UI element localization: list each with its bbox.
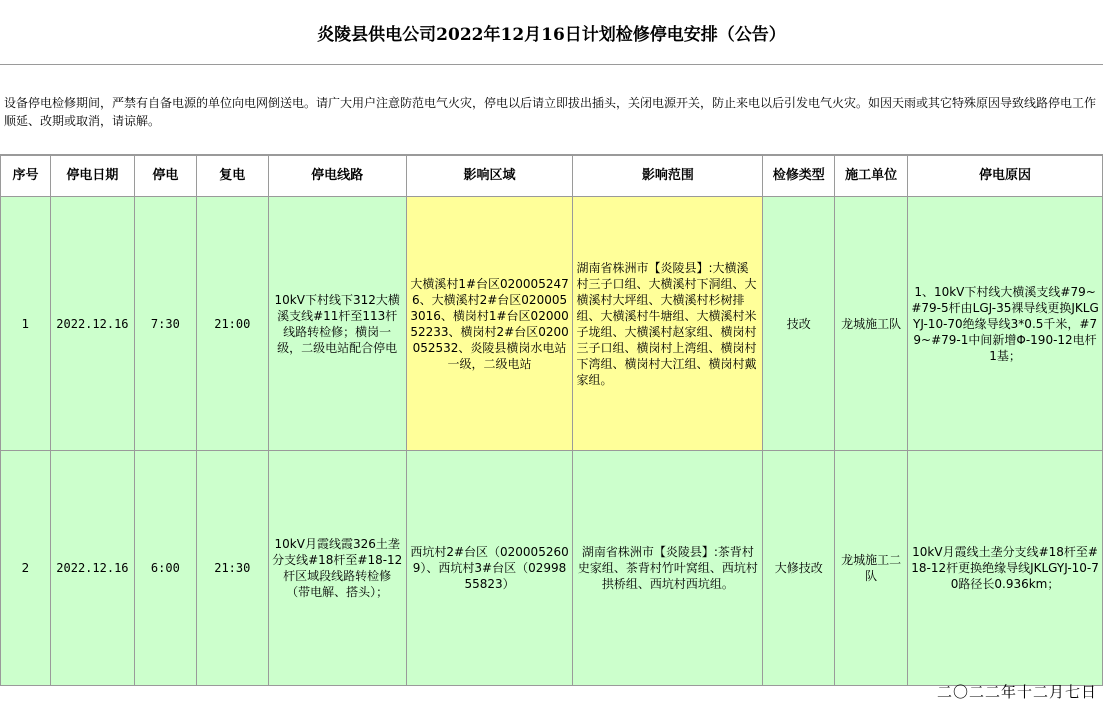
cell-type: 大修技改	[763, 451, 835, 686]
header-date: 停电日期	[50, 156, 134, 197]
cell-on: 21:30	[196, 451, 268, 686]
cell-unit: 龙城施工二队	[835, 451, 908, 686]
cell-date: 2022.12.16	[50, 451, 134, 686]
cell-seq: 1	[1, 197, 51, 451]
table-row	[1, 197, 1103, 451]
header-unit: 施工单位	[835, 156, 908, 197]
cell-on: 21:00	[196, 197, 268, 451]
header-scope: 影响范围	[573, 156, 763, 197]
cell-line: 10kV下村线下312大横溪支线#11杆至113杆线路转检修；横岗一级，二级电站配合停电	[268, 197, 406, 451]
cell-scope: 湖南省株洲市【炎陵县】:茶背村史家组、茶背村竹叶窝组、西坑村拱桥组、西坑村西坑组。	[573, 451, 763, 686]
footer-date: 二〇二二年十二月七日	[936, 683, 1097, 701]
header-off: 停电	[134, 156, 196, 197]
cell-off: 6:00	[134, 451, 196, 686]
notice-text: 设备停电检修期间，严禁有自备电源的单位向电网倒送电。请广大用户注意防范电气火灾，停电以后请立即拔出插头，关闭电源开关，防止来电以后引发电气火灾。如因天雨或其它特殊原因导致线路停电工作顺延、改期或取消，请谅解。	[0, 65, 1103, 155]
header-area: 影响区域	[406, 156, 573, 197]
header-type: 检修类型	[763, 156, 835, 197]
cell-scope: 湖南省株洲市【炎陵县】:大横溪村三子口组、大横溪村下洞组、大横溪村大坪组、大横溪村杉树排组、大横溪村牛塘组、大横溪村米子垅组、大横溪村赵家组、横岗村三子口组、横岗村上湾组、横岗村下湾组、横岗村大江组、横岗村戴家组。	[573, 197, 763, 451]
cell-date: 2022.12.16	[50, 197, 134, 451]
page-title: 炎陵县供电公司2022年12月16日计划检修停电安排（公告）	[0, 0, 1103, 65]
header-on: 复电	[196, 156, 268, 197]
cell-seq: 2	[1, 451, 51, 686]
cell-off: 7:30	[134, 197, 196, 451]
table-row	[1, 451, 1103, 686]
cell-area: 西坑村2#台区（0200052609）、西坑村3#台区（0299855823）	[406, 451, 573, 686]
header-reason: 停电原因	[908, 156, 1103, 197]
cell-line: 10kV月霞线霞326土垄分支线#18杆至#18-12杆区域段线路转检修（带电解、搭头）；	[268, 451, 406, 686]
header-line: 停电线路	[268, 156, 406, 197]
cell-reason: 10kV月霞线土垄分支线#18杆至#18-12杆更换绝缘导线JKLGYJ-10-70路径长0.936km；	[908, 451, 1103, 686]
outage-schedule-table	[0, 155, 1103, 686]
cell-type: 技改	[763, 197, 835, 451]
cell-unit: 龙城施工队	[835, 197, 908, 451]
cell-reason: 1、10kV下村线大横溪支线#79~#79-5杆由LGJ-35裸导线更换JKLGYJ-10-70绝缘导线3*0.5千米，#79~#79-1中间新增Φ-190-12电杆1基；	[908, 197, 1103, 451]
table-header-row	[1, 156, 1103, 197]
header-seq: 序号	[1, 156, 51, 197]
cell-area: 大横溪村1#台区0200052476、大横溪村2#台区0200053016、横岗村1#台区0200052233、横岗村2#台区0200052532、炎陵县横岗水电站一级，二级电站	[406, 197, 573, 451]
